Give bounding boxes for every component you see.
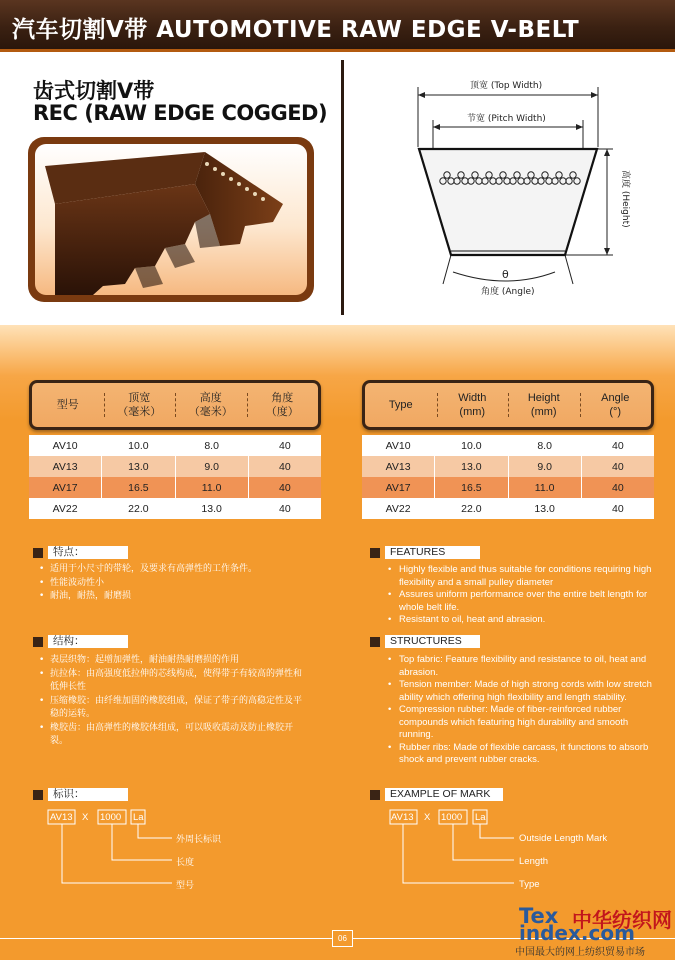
watermark-cn-subtitle: 中国最大的网上纺织贸易市场 [515, 947, 645, 958]
theta-symbol: θ [502, 268, 509, 281]
header-cell: 角度 （度） [247, 391, 319, 419]
product-title-cn: 齿式切割V带 [33, 79, 155, 103]
table-row: AV22 22.0 13.0 40 [362, 498, 654, 519]
header-cell: Width (mm) [437, 391, 509, 419]
pitch-width-label: 节宽 (Pitch Width) [467, 114, 546, 124]
watermark-cn-title: 中华纺织网 [572, 908, 672, 932]
mark-code-x: X [424, 812, 431, 823]
mark-code-length: 1000 [441, 812, 463, 823]
structures-cn-title: 结构： [33, 635, 128, 648]
top-width-label: 顶宽 (Top Width) [470, 81, 543, 91]
mark-code-la: La [475, 812, 486, 823]
mark-code-type: AV13 [391, 812, 414, 823]
header-cell: 型号 [56, 399, 79, 411]
list-item: • 性能波动性小 [36, 577, 316, 591]
texindex-watermark [515, 900, 675, 960]
structures-en-title: STRUCTURES [370, 635, 480, 648]
list-item: • 耐油，耐热，耐磨损 [36, 590, 316, 604]
mark-label-outside: Outside Length Mark [519, 833, 608, 844]
header-cell: Height (mm) [508, 391, 580, 419]
mark-label-type: Type [519, 879, 540, 890]
height-label: 高度 (Height) [620, 170, 630, 228]
mark-code-length: 1000 [100, 812, 122, 823]
mark-label-outside: 外周长标识 [176, 835, 222, 845]
mark-code-la: La [133, 812, 144, 823]
mark-cn-lines [0, 0, 200, 900]
page-number: 06 [332, 930, 353, 947]
watermark-tex: Tex [519, 904, 559, 928]
list-item: • 适用于小尺寸的带轮，及要求有高弹性的工作条件。 [36, 563, 316, 577]
header-cell: Type [388, 399, 413, 411]
angle-label: 角度 (Angle) [481, 287, 535, 297]
list-item: • Tension member: Made of high strong cords with low stretch ability which offering high flexibility and length stability. [385, 679, 657, 704]
header-cell: 顶宽 （毫米） [104, 391, 176, 419]
mark-label-type: 型号 [176, 881, 195, 891]
list-item: • 抗拉体：由高强度低拉伸的芯线构成，使得带子有较高的弹性和低伸长性 [36, 668, 308, 695]
header-cell: 高度 （毫米） [175, 391, 247, 419]
table-row: AV10 10.0 8.0 40 [362, 435, 654, 456]
header-title: 汽车切割V带 AUTOMOTIVE RAW EDGE V-BELT [12, 17, 580, 43]
mark-en-title: EXAMPLE OF MARK [370, 788, 503, 801]
features-cn-title: 特点： [33, 546, 128, 559]
mark-code-type: AV13 [50, 812, 73, 823]
list-item: • Top fabric: Feature flexibility and resistance to oil, heat and abrasion. [385, 654, 657, 679]
list-item: • 表层织物：起增加弹性，耐油耐热耐磨损的作用 [36, 654, 308, 668]
list-item: • 压缩橡胶：由纤维加固的橡胶组成，保证了带子的高稳定性及平稳的运转。 [36, 695, 308, 722]
mark-label-length: Length [519, 856, 549, 867]
list-item: • Resistant to oil, heat and abrasion. [385, 614, 657, 627]
header-cell: Angle (°) [580, 391, 652, 419]
product-title-en: REC (RAW EDGE COGGED) [33, 101, 328, 125]
mark-label-length: 长度 [176, 858, 195, 868]
watermark-index: index.com [519, 921, 635, 945]
table-row: AV17 16.5 11.0 40 [362, 477, 654, 498]
table-row: AV13 13.0 9.0 40 [29, 456, 321, 477]
table-row: AV22 22.0 13.0 40 [29, 498, 321, 519]
table-row: AV17 16.5 11.0 40 [29, 477, 321, 498]
list-item: • Assures uniform performance over the entire belt length for whole belt life. [385, 589, 657, 614]
list-item: • 橡胶齿：由高弹性的橡胶体组成，可以吸收震动及防止橡胶开裂。 [36, 722, 308, 749]
list-item: • Compression rubber: Made of fiber-reinforced rubber compounds which featuring high durability and smooth running. [385, 704, 657, 742]
mark-code-x: X [82, 812, 89, 823]
table-row: AV10 10.0 8.0 40 [29, 435, 321, 456]
list-item: • Rubber ribs: Made of flexible carcass, it functions to absorb shock and prevent rubber cracks. [385, 742, 657, 767]
mark-en-lines [340, 0, 543, 900]
mark-cn-title: 标识： [33, 788, 128, 801]
features-en-title: FEATURES [370, 546, 480, 559]
table-row: AV13 13.0 9.0 40 [362, 456, 654, 477]
list-item: • Highly flexible and thus suitable for conditions requiring high flexibility and a small pulley diameter [385, 564, 657, 589]
